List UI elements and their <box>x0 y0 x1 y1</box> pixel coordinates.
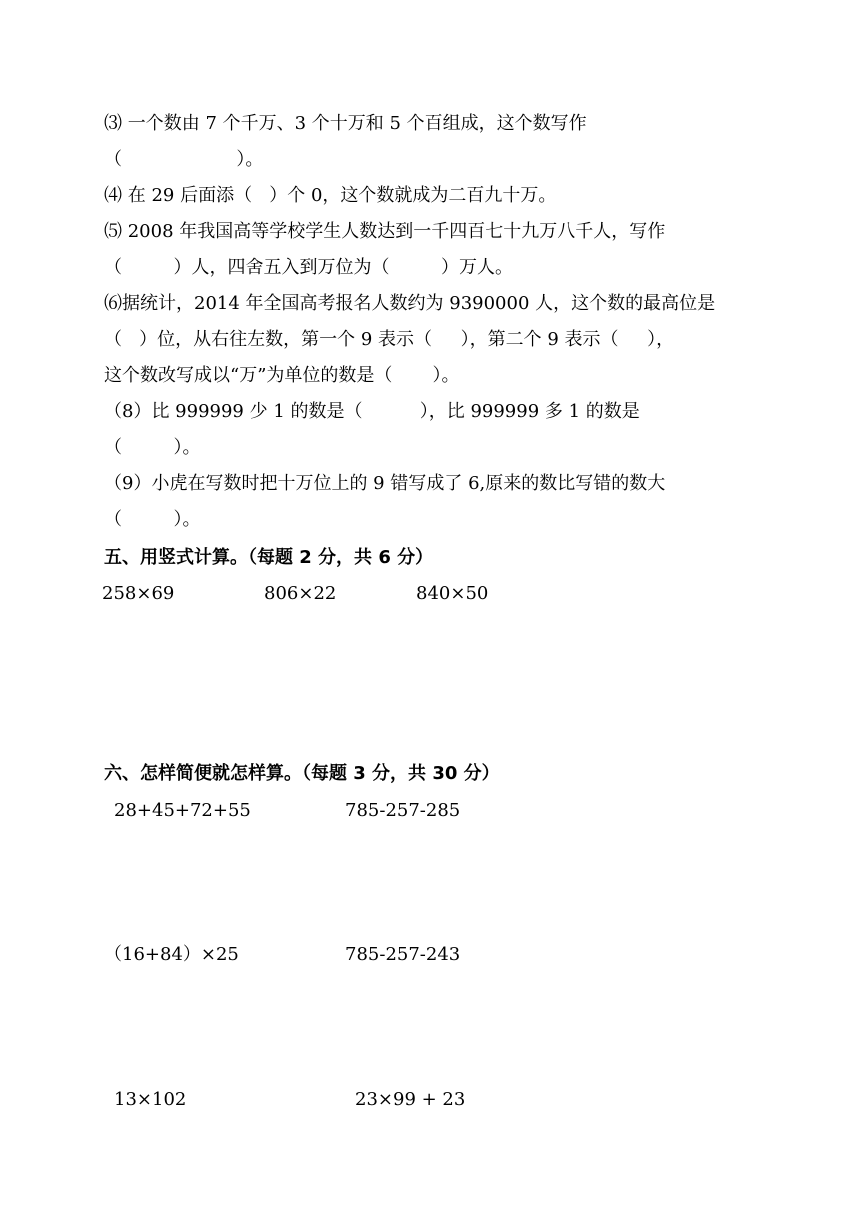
section-5-heading: 五、用竖式计算。（每题 2 分，共 6 分） <box>104 547 434 568</box>
vertical-calc-problem-1: 258×69 <box>102 583 175 604</box>
section-6-heading: 六、怎样简便就怎样算。（每题 3 分，共 30 分） <box>104 763 500 784</box>
vertical-calc-problem-2: 806×22 <box>264 583 337 604</box>
simplify-problem-4: 785-257-243 <box>345 944 461 965</box>
question-6-line-1: ⑹据统计，2014 年全国高考报名人数约为 9390000 人，这个数的最高位是 <box>104 293 716 314</box>
question-3-answer-blank: （ ）。 <box>104 149 264 170</box>
simplify-problem-3: （16+84）×25 <box>104 944 239 965</box>
simplify-problem-2: 785-257-285 <box>345 800 461 821</box>
question-5-line-2: （ ）人，四舍五入到万位为（ ）万人。 <box>104 257 513 278</box>
question-6-line-2: （ ）位，从右往左数，第一个 9 表示（ ），第二个 9 表示（ ）， <box>104 329 675 350</box>
simplify-problem-6: 23×99 + 23 <box>355 1089 466 1110</box>
question-3-line-1: ⑶ 一个数由 7 个千万、3 个十万和 5 个百组成，这个数写作 <box>104 113 587 134</box>
question-9-answer-blank: （ ）。 <box>104 509 201 530</box>
vertical-calc-problem-3: 840×50 <box>416 583 489 604</box>
question-4: ⑷ 在 29 后面添（ ）个 0，这个数就成为二百九十万。 <box>104 185 557 206</box>
simplify-problem-1: 28+45+72+55 <box>114 800 251 821</box>
question-9-line-1: （9）小虎在写数时把十万位上的 9 错写成了 6,原来的数比写错的数大 <box>104 473 666 494</box>
question-8-answer-blank: （ ）。 <box>104 437 201 458</box>
question-8-line-1: （8）比 999999 少 1 的数是（ ），比 999999 多 1 的数是 <box>104 401 640 422</box>
simplify-problem-5: 13×102 <box>114 1089 187 1110</box>
question-6-line-3: 这个数改写成以“万”为单位的数是（ ）。 <box>104 365 460 386</box>
question-5-line-1: ⑸ 2008 年我国高等学校学生人数达到一千四百七十九万八千人，写作 <box>104 221 666 242</box>
